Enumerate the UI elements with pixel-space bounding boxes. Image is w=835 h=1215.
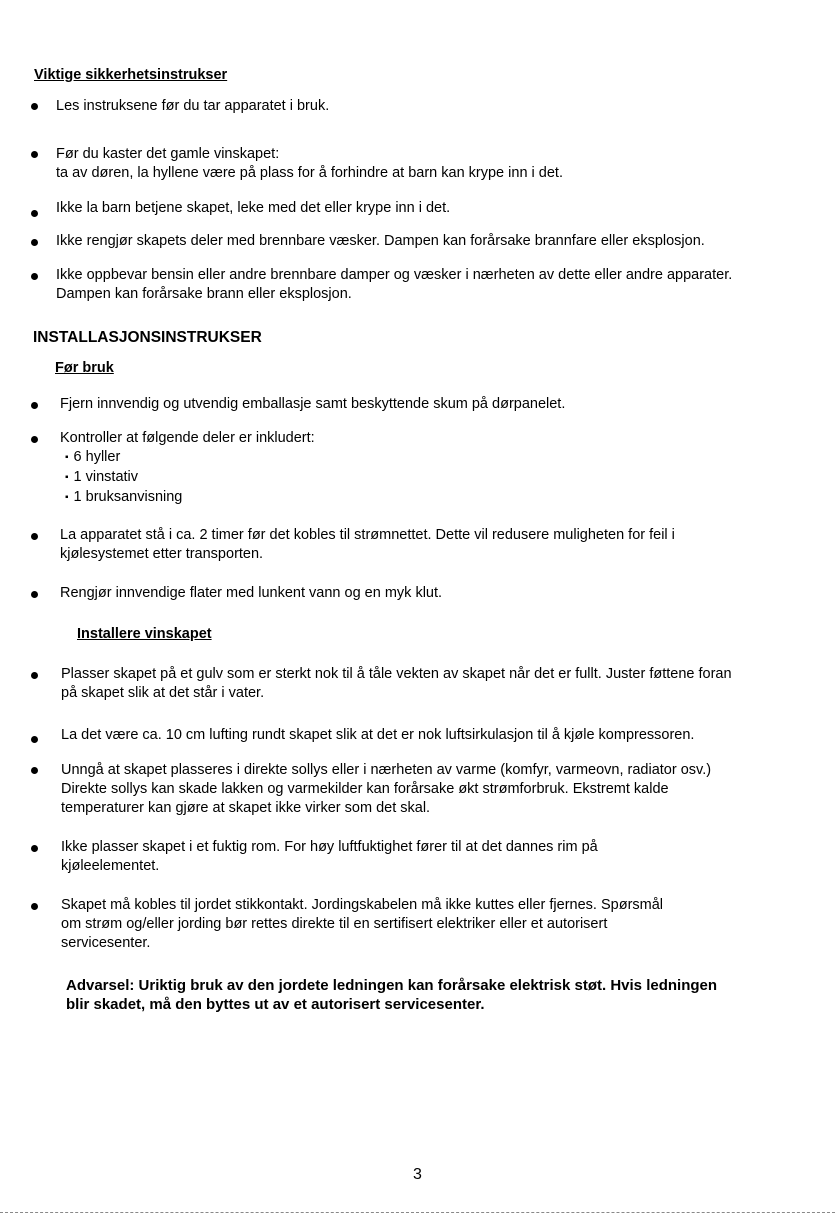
list-item	[60, 526, 815, 564]
installation-title: INSTALLASJONSINSTRUKSER	[33, 329, 262, 346]
item-text: Ikke plasser skapet i et fuktig rom. For høy luftfuktighet fører til at det dannes rim på	[61, 839, 598, 855]
item-text: Rengjør innvendige flater med lunkent vann og en myk klut.	[60, 585, 443, 601]
item-text: servicesenter.	[61, 935, 151, 951]
item-text: Ikke rengjør skapets deler med brennbare væsker. Dampen kan forårsake brannfare eller eksplosjon.	[56, 233, 705, 249]
bullet	[31, 151, 38, 158]
item-text: om strøm og/eller jording bør rettes direkte til en sertifisert elektriker eller et autorisert	[61, 916, 608, 932]
bullet	[31, 736, 38, 743]
safety-title: Viktige sikkerhetsinstrukser	[34, 67, 228, 83]
bullet	[31, 239, 38, 246]
list-item	[61, 761, 815, 818]
bullet	[31, 591, 38, 598]
list-item	[56, 232, 815, 251]
item-text: kjølesystemet etter transporten.	[60, 546, 264, 562]
list-item	[61, 665, 815, 703]
bullet	[31, 103, 38, 110]
item-text: Ikke la barn betjene skapet, leke med det eller krype inn i det.	[56, 200, 451, 216]
item-text: Dampen kan forårsake brann eller eksplosjon.	[56, 286, 352, 302]
included-part: ▪ 6 hyller	[60, 448, 815, 468]
bullet	[31, 845, 38, 852]
list-item	[56, 266, 815, 304]
list-item	[60, 395, 815, 414]
item-text: på skapet slik at det står i vater.	[61, 685, 265, 701]
page-number: 3	[413, 1166, 422, 1183]
item-text: La apparatet stå i ca. 2 timer før det kobles til strømnettet. Dette vil redusere muligheten for feil i	[60, 527, 675, 543]
item-text: temperaturer kan gjøre at skapet ikke virker som det skal.	[61, 800, 431, 816]
list-item	[61, 726, 815, 745]
bullet	[31, 273, 38, 280]
included-part: ▪ 1 vinstativ	[60, 468, 815, 488]
list-item	[61, 838, 815, 876]
list-item	[56, 97, 815, 116]
list-item	[60, 584, 815, 603]
warning-text: blir skadet, må den byttes ut av et autorisert servicesenter.	[66, 996, 485, 1013]
list-item	[56, 199, 815, 218]
included-part: ▪ 1 bruksanvisning	[60, 488, 815, 508]
item-text: Plasser skapet på et gulv som er sterkt nok til å tåle vekten av skapet når det er fullt. Juster føttene foran	[61, 666, 732, 682]
list-item	[61, 896, 815, 953]
install-title: Installere vinskapet	[77, 626, 212, 642]
warning-text: Advarsel: Uriktig bruk av den jordete ledningen kan forårsake elektrisk støt. Hvis ledningen	[66, 977, 718, 994]
item-text: Direkte sollys kan skade lakken og varmekilder kan forårsake økt strømforbruk. Ekstremt kalde	[61, 781, 669, 797]
item-text: Ikke oppbevar bensin eller andre brennbare damper og væsker i nærheten av dette eller andre apparater.	[56, 267, 733, 283]
list-item	[56, 145, 815, 183]
item-text: ta av døren, la hyllene være på plass for å forhindre at barn kan krype inn i det.	[56, 165, 563, 181]
list-item	[60, 429, 815, 508]
bullet	[31, 402, 38, 409]
item-text: Unngå at skapet plasseres i direkte sollys eller i nærheten av varme (komfyr, varmeovn, radiator osv.)	[61, 762, 712, 778]
bullet	[31, 533, 38, 540]
item-text: La det være ca. 10 cm lufting rundt skapet slik at det er nok luftsirkulasjon til å kjøle kompressoren.	[61, 727, 695, 743]
item-text: Før du kaster det gamle vinskapet:	[56, 146, 280, 162]
bullet	[31, 903, 38, 910]
before-use-title: Før bruk	[55, 360, 114, 376]
bullet	[31, 767, 38, 774]
grounding-warning	[66, 976, 717, 1014]
item-text: Fjern innvendig og utvendig emballasje samt beskyttende skum på dørpanelet.	[60, 396, 566, 412]
bullet	[31, 672, 38, 679]
item-text: Skapet må kobles til jordet stikkontakt. Jordingskabelen må ikke kuttes eller fjernes. Spørsmål	[61, 897, 664, 913]
page-bottom-rule	[0, 1212, 835, 1213]
bullet	[31, 436, 38, 443]
item-text: Les instruksene før du tar apparatet i bruk.	[56, 98, 330, 114]
item-text: kjøleelementet.	[61, 858, 160, 874]
bullet	[31, 210, 38, 217]
item-text: Kontroller at følgende deler er inkludert:	[60, 430, 315, 446]
